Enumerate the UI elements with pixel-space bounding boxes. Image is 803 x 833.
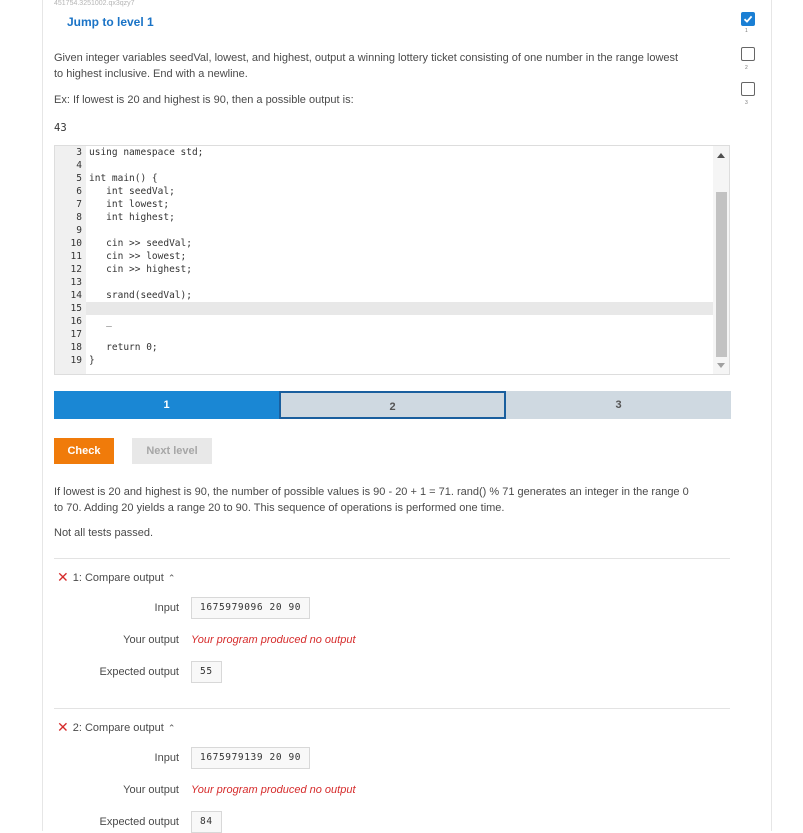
line-number: 17 <box>70 329 82 340</box>
sample-output: 43 <box>54 122 67 134</box>
line-number: 8 <box>76 212 82 223</box>
fail-icon: ✕ <box>57 569 69 585</box>
code-text[interactable]: int highest; <box>89 212 175 223</box>
test-2-input-label: Input <box>154 752 179 764</box>
line-number: 7 <box>76 199 82 210</box>
task-line-1: Given integer variables seedVal, lowest, and highest, output a winning lottery ticket consisting of one number in the range lowest <box>54 52 679 64</box>
line-number: 12 <box>70 264 82 275</box>
scroll-thumb[interactable] <box>716 192 727 357</box>
level-3-checkbox[interactable] <box>741 82 755 96</box>
code-text[interactable]: int seedVal; <box>89 186 175 197</box>
chevron-up-icon[interactable]: ⌃ <box>167 723 176 733</box>
code-text[interactable]: cin >> highest; <box>89 264 192 275</box>
line-number: 11 <box>70 251 82 262</box>
test-1-input-value: 1675979096 20 90 <box>191 597 310 619</box>
line-number: 14 <box>70 290 82 301</box>
test-1-expected-value: 55 <box>191 661 222 683</box>
divider <box>54 708 730 709</box>
scroll-up-icon[interactable] <box>717 153 725 158</box>
level-3-number: 3 <box>745 100 748 106</box>
code-text[interactable]: return 0; <box>89 342 158 353</box>
level-1-checkbox[interactable] <box>741 12 755 26</box>
feedback-line-2: to 70. Adding 20 yields a range 20 to 90. This sequence of operations is performed one time. <box>54 502 505 514</box>
task-example: Ex: If lowest is 20 and highest is 90, then a possible output is: <box>54 94 354 106</box>
line-number: 6 <box>76 186 82 197</box>
code-text[interactable]: _ <box>89 316 112 327</box>
code-text[interactable]: cin >> seedVal; <box>89 238 192 249</box>
feedback-line-1: If lowest is 20 and highest is 90, the number of possible values is 90 - 20 + 1 = 71. rand() % 71 generates an integer in the range 0 <box>54 486 689 498</box>
test-1-title: 1: Compare output <box>72 572 164 584</box>
divider <box>54 558 730 559</box>
code-text[interactable]: using namespace std; <box>89 147 204 158</box>
feedback-explanation <box>54 484 689 516</box>
code-text[interactable]: } <box>89 355 95 366</box>
editor-scrollbar[interactable] <box>713 146 729 374</box>
code-text[interactable]: int lowest; <box>89 199 170 210</box>
next-level-button[interactable]: Next level <box>132 438 212 464</box>
code-editor[interactable] <box>54 145 730 375</box>
activity-id: 451754.3251002.qx3qzy7 <box>54 0 135 7</box>
test-1-input-label: Input <box>154 602 179 614</box>
test-1-expected-label: Expected output <box>99 666 179 678</box>
line-number: 10 <box>70 238 82 249</box>
test-2-title: 2: Compare output <box>72 722 164 734</box>
chevron-up-icon[interactable]: ⌃ <box>167 573 176 583</box>
test-2-your-output-value: Your program produced no output <box>191 784 356 796</box>
line-number: 13 <box>70 277 82 288</box>
check-button[interactable]: Check <box>54 438 114 464</box>
line-number: 19 <box>70 355 82 366</box>
line-number: 18 <box>70 342 82 353</box>
level-2-tab[interactable]: 2 <box>279 391 506 419</box>
test-2-input-value: 1675979139 20 90 <box>191 747 310 769</box>
level-3-tab[interactable]: 3 <box>506 391 731 419</box>
code-text[interactable]: int main() { <box>89 173 158 184</box>
task-description <box>54 50 678 82</box>
checkmark-icon <box>743 14 753 24</box>
test-status: Not all tests passed. <box>54 527 154 539</box>
test-1-header[interactable] <box>57 568 175 585</box>
code-text[interactable]: srand(seedVal); <box>89 290 192 301</box>
test-1-your-output-label: Your output <box>123 634 179 646</box>
line-number: 9 <box>76 225 82 236</box>
line-number: 16 <box>70 316 82 327</box>
line-number: 5 <box>76 173 82 184</box>
active-line-highlight <box>86 302 716 315</box>
test-2-expected-value: 84 <box>191 811 222 833</box>
jump-to-level-link[interactable]: Jump to level 1 <box>67 15 154 29</box>
level-2-number: 2 <box>745 65 748 71</box>
line-number: 3 <box>76 147 82 158</box>
test-2-expected-label: Expected output <box>99 816 179 828</box>
level-1-tab[interactable]: 1 <box>54 391 279 419</box>
test-1-your-output-value: Your program produced no output <box>191 634 356 646</box>
fail-icon: ✕ <box>57 719 69 735</box>
scroll-down-icon[interactable] <box>717 363 725 368</box>
code-text[interactable]: cin >> lowest; <box>89 251 187 262</box>
level-1-number: 1 <box>745 28 748 34</box>
level-2-checkbox[interactable] <box>741 47 755 61</box>
line-number: 15 <box>70 303 82 314</box>
test-2-header[interactable] <box>57 718 175 735</box>
test-2-your-output-label: Your output <box>123 784 179 796</box>
line-number: 4 <box>76 160 82 171</box>
task-line-2: to highest inclusive. End with a newline. <box>54 68 248 80</box>
level-progress-bar <box>54 391 731 419</box>
